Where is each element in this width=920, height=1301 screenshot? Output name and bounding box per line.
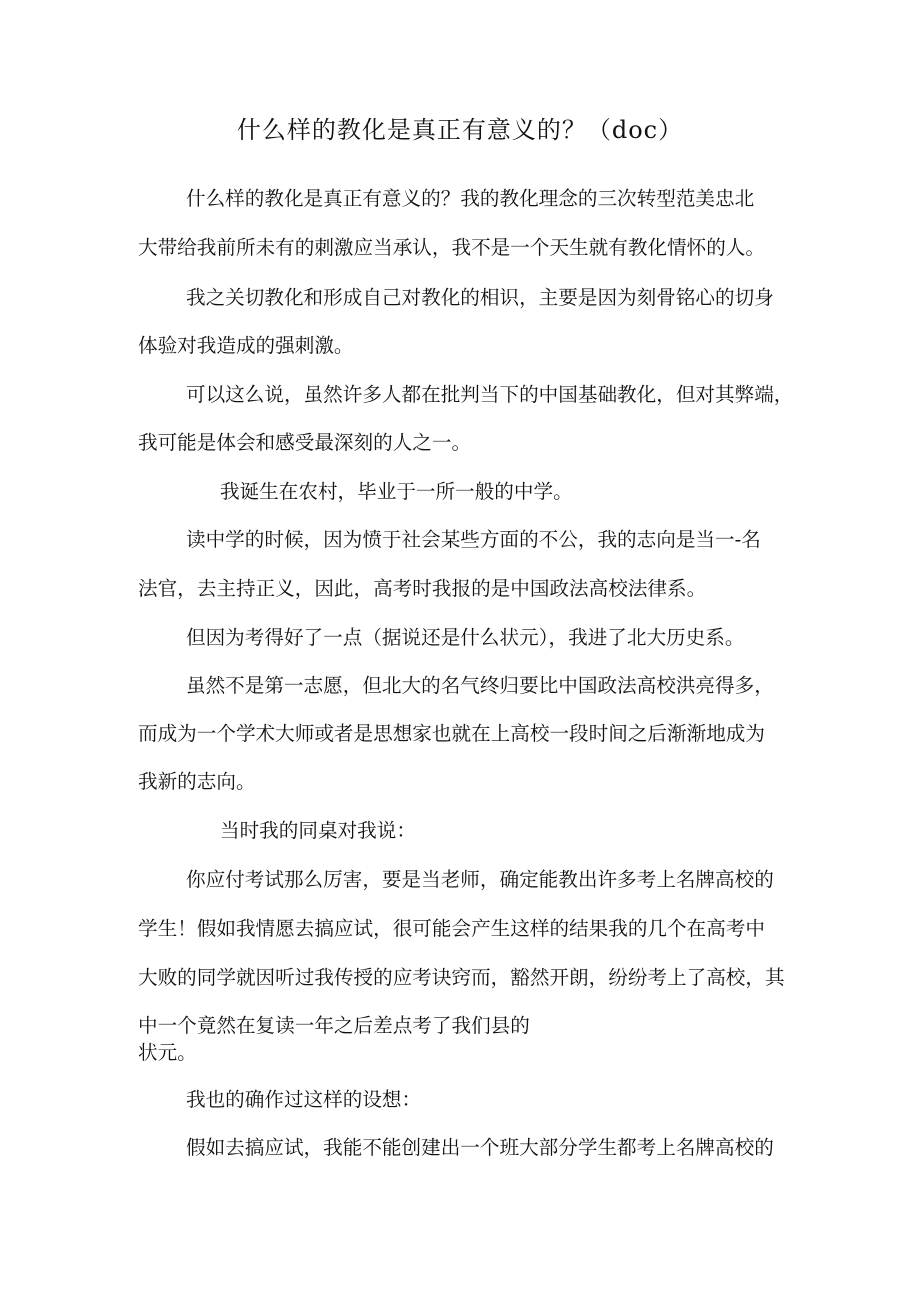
body-line: 当时我的同桌对我说： — [220, 819, 416, 842]
body-line: 我之关切教化和形成自己对教化的相识，主要是因为刻骨铭心的切身 — [186, 286, 774, 309]
body-line: 大败的同学就因听过我传授的应考诀窍而，豁然开朗，纷纷考上了高校，其 — [138, 966, 785, 989]
body-line: 状元。 — [138, 1041, 197, 1064]
document-title: 什么样的教化是真正有意义的？（doc） — [236, 116, 684, 144]
body-line: 但因为考得好了一点（据说还是什么状元），我进了北大历史系。 — [186, 626, 745, 649]
body-line: 而成为一个学术大师或者是思想家也就在上高校一段时间之后渐渐地成为 — [138, 722, 765, 745]
body-line: 法官，去主持正义，因此，高考时我报的是中国政法高校法律系。 — [138, 577, 707, 600]
body-line: 大带给我前所未有的刺激应当承认，我不是一个天生就有教化情怀的人。 — [138, 236, 765, 259]
body-line: 什么样的教化是真正有意义的？我的教化理念的三次转型范美忠北 — [186, 187, 755, 210]
body-line: 中一个竟然在复读一年之后差点考了我们县的 — [138, 1014, 530, 1037]
body-line: 你应付考试那么厉害，要是当老师，确定能教出许多考上名牌高校的 — [186, 868, 774, 891]
body-line: 学生！假如我情愿去搞应试，很可能会产生这样的结果我的几个在高考中 — [138, 917, 765, 940]
body-line: 我可能是体会和感受最深刻的人之一。 — [138, 431, 472, 454]
body-line: 虽然不是第一志愿，但北大的名气终归要比中国政法高校洪亮得多， — [186, 674, 774, 697]
body-line: 体验对我造成的强刺激。 — [138, 334, 354, 357]
body-line: 我新的志向。 — [138, 770, 256, 793]
body-line: 可以这么说，虽然许多人都在批判当下的中国基础教化，但对其弊端， — [186, 383, 794, 406]
body-line: 我也的确作过这样的设想： — [186, 1088, 422, 1111]
body-line: 读中学的时候，因为愤于社会某些方面的不公，我的志向是当一-名 — [186, 528, 761, 551]
body-line: 假如去搞应试，我能不能创建出一个班大部分学生都考上名牌高校的 — [186, 1136, 774, 1159]
body-line: 我诞生在农村，毕业于一所一般的中学。 — [220, 480, 573, 503]
